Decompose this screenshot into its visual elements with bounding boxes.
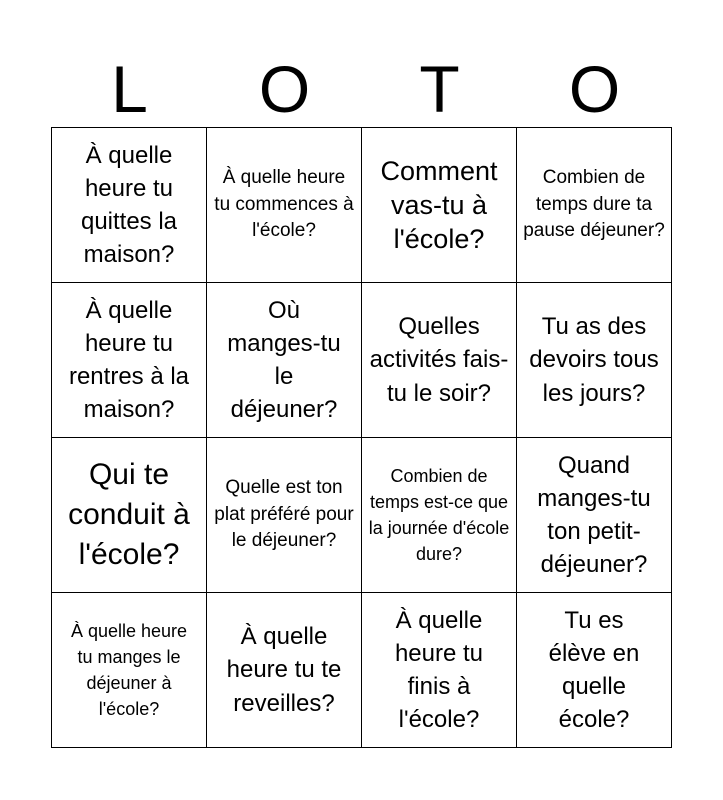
cell-text: À quelle heure tu quittes la maison? [80,141,178,269]
bingo-card-grid [51,127,672,748]
cell-text: Où manges-tu le déjeuner? [227,296,341,424]
bingo-cell-r3c2[interactable] [207,438,362,593]
bingo-cell-r2c1[interactable] [52,283,207,438]
cell-text: Tu es élève en quelle école? [548,606,640,734]
bingo-cell-r3c4[interactable] [517,438,672,593]
cell-text: À quelle heure tu te reveilles? [226,623,342,717]
cell-text: Qui te conduit à l'école? [68,458,190,571]
bingo-cell-r4c1[interactable] [52,593,207,748]
title-letter-2: O [258,52,311,126]
cell-text: Combien de temps est-ce que la journée d'école dure? [368,465,510,565]
cell-text: Quelle est ton plat préféré pour le déjeuner? [214,476,354,552]
cell-text: À quelle heure tu manges le déjeuner à l'école? [70,620,188,720]
cell-text: Tu as des devoirs tous les jours? [529,313,659,407]
bingo-title [52,50,672,128]
bingo-cell-r1c3[interactable] [362,128,517,283]
bingo-cell-r2c3[interactable] [362,283,517,438]
title-letter-4: O [568,52,621,126]
bingo-cell-r4c4[interactable] [517,593,672,748]
cell-text: Quand manges-tu ton petit-déjeuner? [537,451,651,579]
cell-text: À quelle heure tu finis à l'école? [394,606,484,734]
cell-text: Comment vas-tu à l'école? [380,155,498,255]
cell-text: Combien de temps dure ta pause déjeuner? [523,166,665,242]
bingo-cell-r2c4[interactable] [517,283,672,438]
cell-text: Quelles activités fais-tu le soir? [369,313,509,407]
bingo-cell-r1c1[interactable] [52,128,207,283]
bingo-cell-r1c4[interactable] [517,128,672,283]
cell-text: À quelle heure tu commences à l'école? [214,166,354,242]
bingo-cell-r4c2[interactable] [207,593,362,748]
bingo-cell-r4c3[interactable] [362,593,517,748]
bingo-cell-r2c2[interactable] [207,283,362,438]
bingo-cell-r1c2[interactable] [207,128,362,283]
title-letter-1: L [111,52,148,126]
cell-text: À quelle heure tu rentres à la maison? [68,296,190,424]
title-letter-3: T [419,52,460,126]
bingo-cell-r3c3[interactable] [362,438,517,593]
bingo-cell-r3c1[interactable] [52,438,207,593]
